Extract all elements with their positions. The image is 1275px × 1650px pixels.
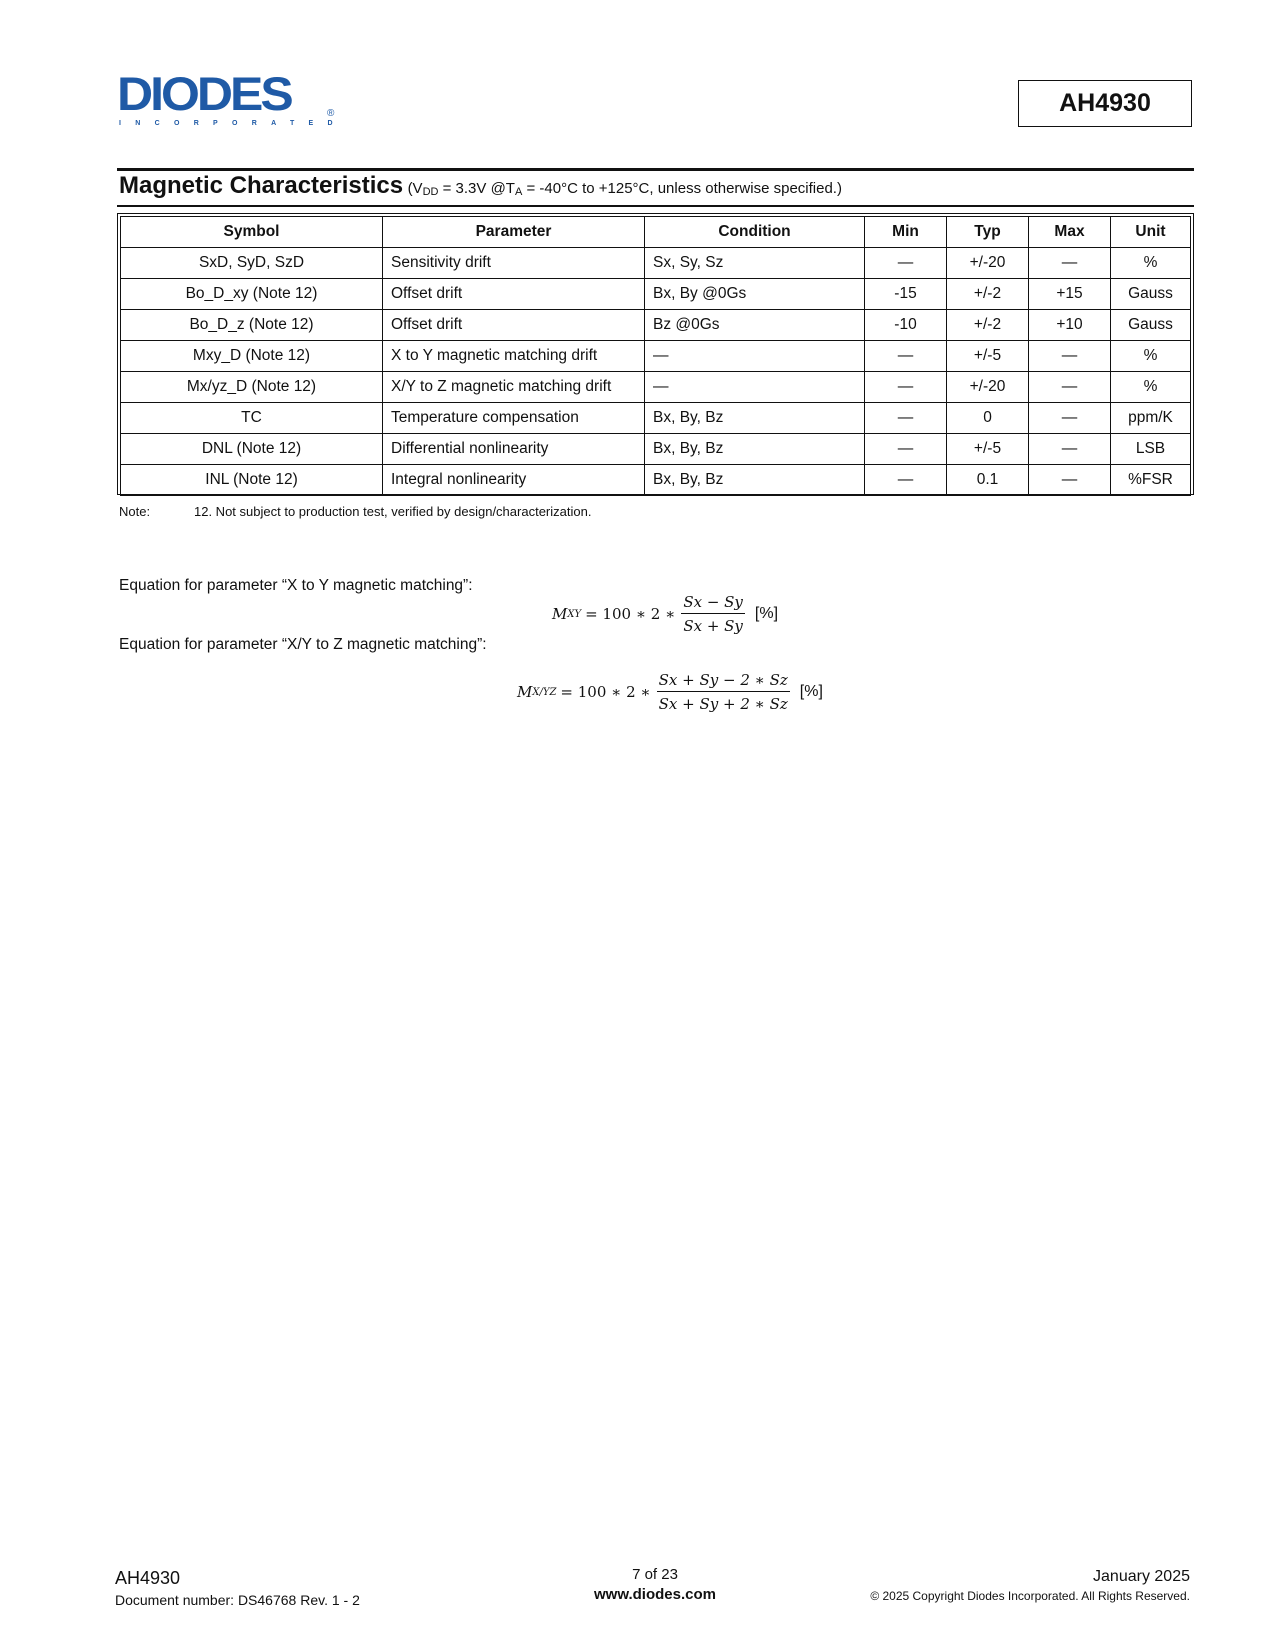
cell-parameter: Offset drift xyxy=(383,279,645,310)
cell-min: — xyxy=(865,341,947,372)
cell-parameter: Sensitivity drift xyxy=(383,248,645,279)
cell-min: — xyxy=(865,372,947,403)
cell-condition: — xyxy=(645,372,865,403)
eq1-denominator: Sx + Sy xyxy=(683,617,743,635)
section-rule-bottom xyxy=(117,205,1194,207)
logo-registered-mark: ® xyxy=(327,108,335,119)
eq1-fraction xyxy=(681,593,745,635)
cell-condition: Bx, By, Bz xyxy=(645,403,865,434)
characteristics-table xyxy=(120,216,1191,496)
table-row xyxy=(121,248,1191,279)
eq1-unit: [%] xyxy=(754,605,779,622)
cell-typ: +/-2 xyxy=(947,310,1029,341)
table-row xyxy=(121,434,1191,465)
cell-unit: % xyxy=(1111,248,1191,279)
cell-min: — xyxy=(865,465,947,496)
cell-max: — xyxy=(1029,465,1111,496)
equation-1-label: Equation for parameter “X to Y magnetic matching”: xyxy=(119,577,473,594)
header-symbol: Symbol xyxy=(121,217,383,248)
eq1-coefficient: = 100 ∗ 2 ∗ xyxy=(585,605,676,623)
footer-part-number: AH4930 xyxy=(115,1568,181,1588)
header-max: Max xyxy=(1029,217,1111,248)
header-condition: Condition xyxy=(645,217,865,248)
eq2-fraction xyxy=(657,671,790,713)
cell-typ: 0 xyxy=(947,403,1029,434)
eq2-unit: [%] xyxy=(799,683,823,700)
footer-document-number: Document number: DS46768 Rev. 1 - 2 xyxy=(115,1592,360,1608)
cell-symbol: Mxy_D (Note 12) xyxy=(121,341,383,372)
cell-typ: +/-5 xyxy=(947,341,1029,372)
footer-copyright: © 2025 Copyright Diodes Incorporated. All Rights Reserved. xyxy=(870,1589,1190,1603)
cell-typ: +/-5 xyxy=(947,434,1029,465)
part-number-box: AH4930 xyxy=(1018,80,1192,127)
eq2-numerator: Sx + Sy − 2 ∗ Sz xyxy=(657,671,790,692)
cell-parameter: Offset drift xyxy=(383,310,645,341)
cell-symbol: Bo_D_z (Note 12) xyxy=(121,310,383,341)
table-row xyxy=(121,403,1191,434)
table-note xyxy=(119,504,592,519)
footer-page-number: 7 of 23 xyxy=(632,1566,678,1583)
logo-subtitle: INCORPORATED xyxy=(119,120,347,127)
cell-unit: Gauss xyxy=(1111,279,1191,310)
condition-part: = 3.3V @T xyxy=(438,180,515,197)
header-typ: Typ xyxy=(947,217,1029,248)
cell-condition: Sx, Sy, Sz xyxy=(645,248,865,279)
condition-part: = -40°C to +125°C, unless otherwise specified.) xyxy=(522,180,842,197)
cell-parameter: X/Y to Z magnetic matching drift xyxy=(383,372,645,403)
equation-xyz-matching xyxy=(517,671,823,713)
table-row xyxy=(121,465,1191,496)
cell-symbol: Mx/yz_D (Note 12) xyxy=(121,372,383,403)
cell-symbol: INL (Note 12) xyxy=(121,465,383,496)
table-row xyxy=(121,310,1191,341)
cell-condition: — xyxy=(645,341,865,372)
eq1-lhs-sub: XY xyxy=(567,608,582,620)
cell-parameter: Integral nonlinearity xyxy=(383,465,645,496)
section-rule-top xyxy=(117,168,1194,171)
section-condition xyxy=(408,180,842,197)
eq2-lhs-sub: X/YZ xyxy=(532,686,557,698)
eq1-lhs: M xyxy=(552,605,568,623)
footer-date: January 2025 xyxy=(1093,1568,1190,1585)
header-min: Min xyxy=(865,217,947,248)
eq2-coefficient: = 100 ∗ 2 ∗ xyxy=(560,683,651,701)
cell-min: -10 xyxy=(865,310,947,341)
cell-max: — xyxy=(1029,248,1111,279)
eq1-numerator: Sx − Sy xyxy=(681,593,745,614)
cell-unit: % xyxy=(1111,372,1191,403)
table-row xyxy=(121,372,1191,403)
cell-symbol: Bo_D_xy (Note 12) xyxy=(121,279,383,310)
condition-sub-a: A xyxy=(514,186,523,198)
diodes-logo xyxy=(117,67,347,130)
cell-parameter: Differential nonlinearity xyxy=(383,434,645,465)
eq2-lhs: M xyxy=(517,683,533,701)
cell-min: — xyxy=(865,248,947,279)
condition-part: (V xyxy=(407,180,423,197)
cell-min: — xyxy=(865,403,947,434)
cell-parameter: Temperature compensation xyxy=(383,403,645,434)
cell-max: — xyxy=(1029,434,1111,465)
equation-xy-matching xyxy=(552,593,778,635)
cell-unit: % xyxy=(1111,341,1191,372)
header-parameter: Parameter xyxy=(383,217,645,248)
eq2-denominator: Sx + Sy + 2 ∗ Sz xyxy=(658,695,788,713)
cell-min: — xyxy=(865,434,947,465)
note-label: Note: xyxy=(119,504,151,519)
cell-max: — xyxy=(1029,372,1111,403)
cell-parameter: X to Y magnetic matching drift xyxy=(383,341,645,372)
equation-2-label: Equation for parameter “X/Y to Z magnetic matching”: xyxy=(119,636,487,653)
cell-symbol: SxD, SyD, SzD xyxy=(121,248,383,279)
footer-website-link[interactable]: www.diodes.com xyxy=(594,1586,716,1603)
cell-unit: ppm/K xyxy=(1111,403,1191,434)
cell-symbol: DNL (Note 12) xyxy=(121,434,383,465)
cell-condition: Bx, By, Bz xyxy=(645,434,865,465)
cell-max: +10 xyxy=(1029,310,1111,341)
cell-typ: +/-20 xyxy=(947,248,1029,279)
cell-unit: Gauss xyxy=(1111,310,1191,341)
cell-condition: Bx, By @0Gs xyxy=(645,279,865,310)
logo-wordmark: DIODES xyxy=(117,67,291,121)
cell-symbol: TC xyxy=(121,403,383,434)
header-unit: Unit xyxy=(1111,217,1191,248)
cell-typ: +/-2 xyxy=(947,279,1029,310)
cell-typ: 0.1 xyxy=(947,465,1029,496)
table-header-row xyxy=(121,217,1191,248)
cell-max: +15 xyxy=(1029,279,1111,310)
cell-unit: %FSR xyxy=(1111,465,1191,496)
cell-typ: +/-20 xyxy=(947,372,1029,403)
section-heading xyxy=(119,172,842,200)
table-row xyxy=(121,341,1191,372)
section-title: Magnetic Characteristics xyxy=(119,172,404,199)
cell-min: -15 xyxy=(865,279,947,310)
cell-condition: Bx, By, Bz xyxy=(645,465,865,496)
cell-max: — xyxy=(1029,341,1111,372)
note-text: 12. Not subject to production test, verified by design/characterization. xyxy=(194,504,592,519)
table-row xyxy=(121,279,1191,310)
cell-max: — xyxy=(1029,403,1111,434)
cell-condition: Bz @0Gs xyxy=(645,310,865,341)
magnetic-characteristics-table xyxy=(117,213,1194,495)
cell-unit: LSB xyxy=(1111,434,1191,465)
condition-sub-dd: DD xyxy=(422,186,439,198)
